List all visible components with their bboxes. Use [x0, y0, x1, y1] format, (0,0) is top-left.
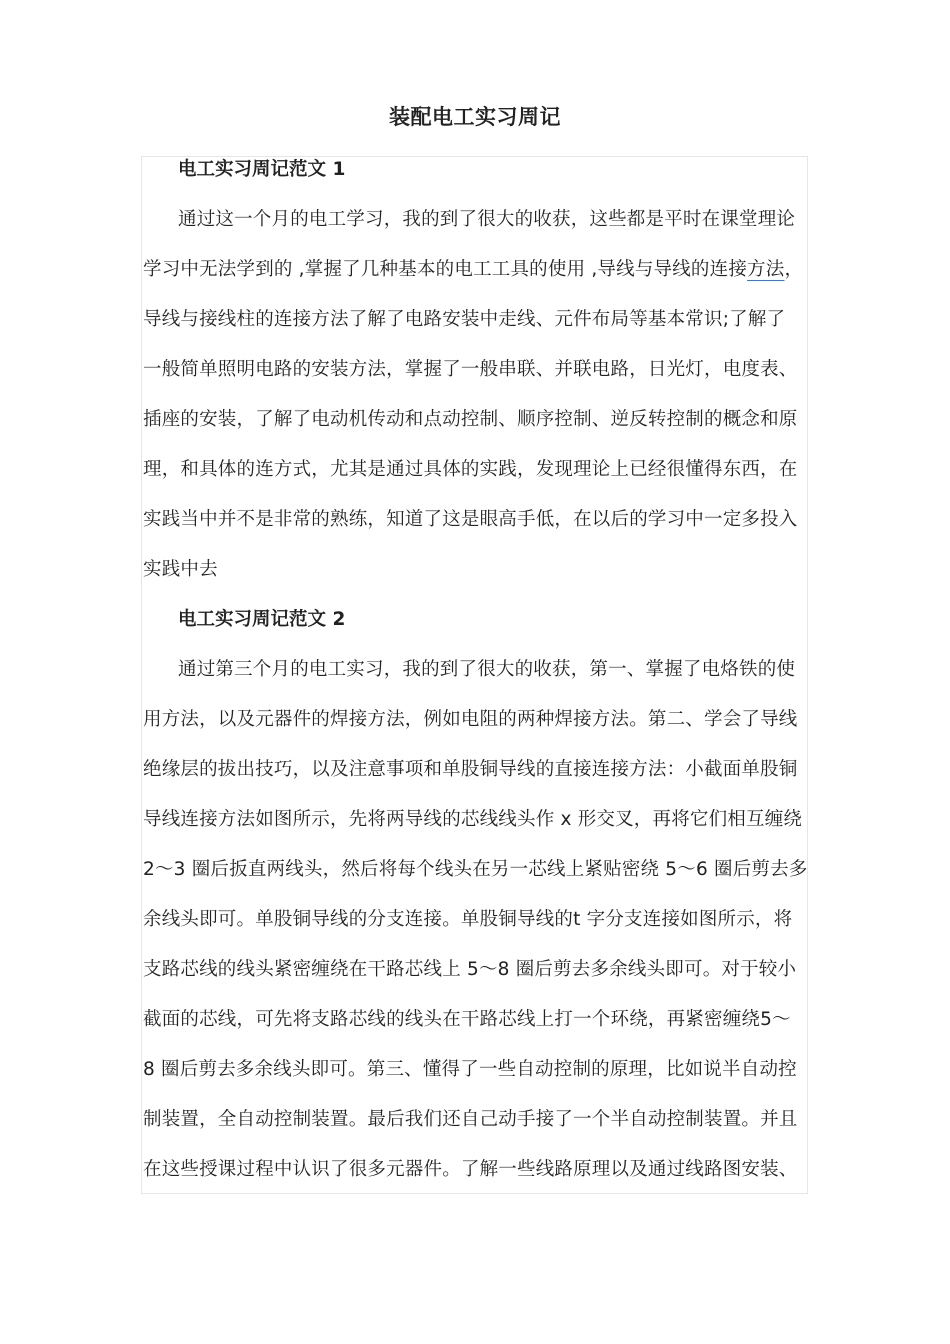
- paragraph-line: 8 圈后剪去多余线头即可。第三、懂得了一些自动控制的原理，比如说半自动控: [143, 1059, 797, 1080]
- paragraph-line: 制装置，全自动控制装置。最后我们还自己动手接了一个半自动控制装置。并且: [143, 1109, 798, 1130]
- paragraph-line: 支路芯线的线头紧密缠绕在干路芯线上 5～8 圈后剪去多余线头即可。对于较小: [143, 959, 797, 980]
- paragraph-line: 通过这一个月的电工学习，我的到了很大的收获，这些都是平时在课堂理论: [178, 209, 796, 230]
- paragraph-line: 学习中无法学到的 ,掌握了几种基本的电工工具的使用 ,导线与导线的连接方法，: [143, 259, 804, 280]
- paragraph-line: 导线与接线柱的连接方法了解了电路安装中走线、元件布局等基本常识;了解了: [143, 309, 786, 330]
- document-body: [143, 145, 818, 1195]
- paragraph-line: 导线连接方法如图所示，先将两导线的芯线线头作 x 形交叉，再将它们相互缠绕: [143, 809, 803, 830]
- section-heading: 电工实习周记范文 2: [178, 609, 346, 630]
- hyperlink[interactable]: 方法: [747, 259, 785, 280]
- paragraph-line: 通过第三个月的电工实习，我的到了很大的收获，第一、掌握了电烙铁的使: [178, 659, 796, 680]
- paragraph-line: 插座的安装，了解了电动机传动和点动控制、顺序控制、逆反转控制的概念和原: [143, 409, 798, 430]
- section-heading: 电工实习周记范文 1: [178, 159, 346, 180]
- paragraph-line: 理，和具体的连方式，尤其是通过具体的实践，发现理论上已经很懂得东西，在: [143, 459, 798, 480]
- paragraph-line: 2～3 圈后扳直两线头，然后将每个线头在另一芯线上紧贴密绕 5～6 圈后剪去多: [143, 859, 808, 880]
- paragraph-line: 截面的芯线，可先将支路芯线的线头在干路芯线上打一个环绕，再紧密缠绕5～: [143, 1009, 791, 1030]
- page-title: 装配电工实习周记: [389, 105, 561, 129]
- paragraph-line: 实践当中并不是非常的熟练，知道了这是眼高手低，在以后的学习中一定多投入: [143, 509, 798, 530]
- paragraph-line: 用方法，以及元器件的焊接方法，例如电阻的两种焊接方法。第二、学会了导线: [143, 709, 798, 730]
- paragraph-line: 一般简单照明电路的安装方法，掌握了一般串联、并联电路，日光灯，电度表、: [143, 359, 798, 380]
- paragraph-line: 在这些授课过程中认识了很多元器件。了解一些线路原理以及通过线路图安装、: [143, 1159, 798, 1180]
- paragraph-line: 实践中去: [143, 559, 218, 580]
- paragraph-line: 余线头即可。单股铜导线的分支连接。单股铜导线的t 字分支连接如图所示，将: [143, 909, 793, 930]
- paragraph-line: 绝缘层的拔出技巧，以及注意事项和单股铜导线的直接连接方法：小截面单股铜: [143, 759, 798, 780]
